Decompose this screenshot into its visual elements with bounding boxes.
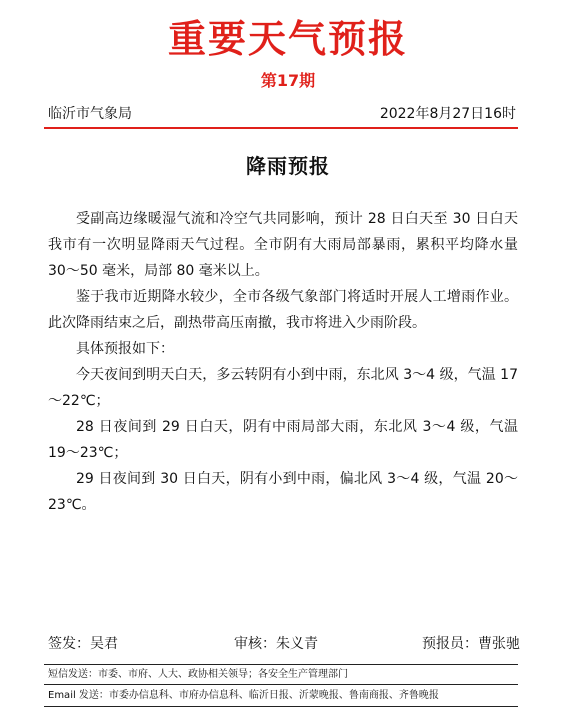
forecast-body: [48, 206, 518, 518]
header-meta: [48, 103, 516, 123]
paragraph-day-2: 28 日夜间到 29 日白天，阴有中雨局部大雨，东北风 3～4 级，气温 19～23℃；: [48, 419, 518, 461]
agency-name: 临沂市气象局: [48, 106, 132, 122]
email-distribution: Email 发送：市委办信息科、市府办信息科、临沂日报、沂蒙晚报、鲁南商报、齐鲁晚报: [48, 690, 439, 701]
footer-divider-bottom: [44, 706, 518, 707]
paragraph-overview: 受副高边缘暖湿气流和冷空气共同影响，预计 28 日白天至 30 日白天我市有一次明显降雨天气过程。全市阴有大雨局部暴雨，累积平均降水量 30～50 毫米，局部 80 毫米以上。: [48, 211, 518, 279]
document-title: 重要天气预报: [167, 17, 408, 61]
footer-divider-top: [44, 664, 518, 665]
issuer-signature: 签发：吴君: [48, 636, 118, 652]
paragraph-cloud-seeding: 鉴于我市近期降水较少，全市各级气象部门将适时开展人工增雨作业。此次降雨结束之后，副热带高压南撤，我市将进入少雨阶段。: [48, 289, 518, 331]
reviewer-signature: 审核：朱义青: [234, 636, 318, 652]
paragraph-intro: 具体预报如下：: [76, 341, 174, 357]
paragraph-day-1: 今天夜间到明天白天，多云转阴有小到中雨，东北风 3～4 级，气温 17～22℃；: [48, 367, 518, 409]
signature-row: [48, 633, 520, 653]
issue-datetime: 2022年8月27日16时: [379, 106, 516, 122]
section-heading: 降雨预报: [246, 154, 330, 178]
footer-divider-middle: [44, 684, 518, 685]
forecaster-signature: 预报员：曹张驰: [422, 636, 520, 652]
header-divider: [44, 127, 518, 129]
sms-distribution: 短信发送：市委、市府、人大、政协相关领导；各安全生产管理部门: [48, 669, 348, 680]
issue-number: 第17期: [260, 71, 316, 90]
paragraph-day-3: 29 日夜间到 30 日白天，阴有小到中雨，偏北风 3～4 级，气温 20～23℃。: [48, 471, 518, 513]
